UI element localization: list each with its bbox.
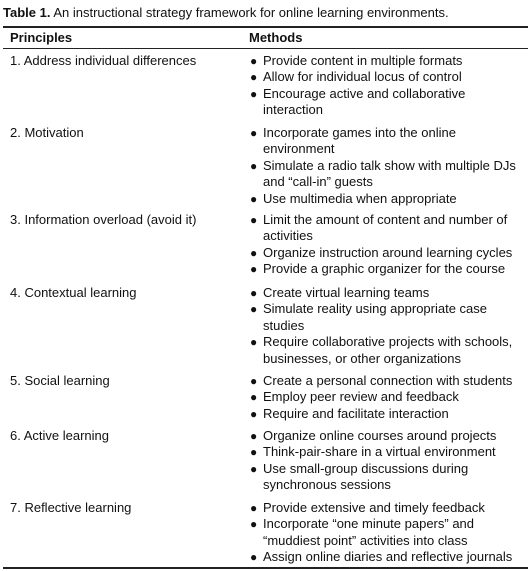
method-text: Use multimedia when appropriate — [263, 190, 457, 206]
method-item — [248, 245, 526, 261]
method-text: Encourage active and collaborative interaction — [263, 85, 466, 118]
methods-list — [248, 212, 526, 278]
method-text: Assign online diaries and reflective journals — [263, 549, 513, 565]
bullet-icon: ● — [250, 335, 258, 350]
methods-list — [248, 428, 526, 494]
method-text: Limit the amount of content and number of activities — [263, 212, 508, 244]
bullet-icon: ● — [250, 517, 258, 532]
principle-cell: 2. Motivation — [10, 125, 84, 140]
methods-list — [248, 500, 526, 566]
bullet-icon: ● — [250, 390, 258, 405]
bullet-icon: ● — [250, 550, 258, 565]
bullet-icon: ● — [250, 262, 258, 277]
method-item — [248, 285, 526, 301]
table-bottom-rule — [3, 567, 528, 569]
methods-list — [248, 53, 526, 119]
method-item — [248, 500, 526, 516]
principle-cell: 7. Reflective learning — [10, 500, 132, 515]
method-text: Provide extensive and timely feedback — [263, 500, 485, 515]
method-item — [248, 373, 526, 389]
method-text: Employ peer review and feedback — [263, 389, 459, 405]
method-item — [248, 549, 526, 565]
method-item — [248, 69, 526, 85]
method-text: Organize online courses around projects — [263, 428, 497, 443]
methods-list — [248, 373, 526, 422]
bullet-icon: ● — [250, 461, 258, 476]
methods-list — [248, 285, 526, 367]
bullet-icon: ● — [250, 213, 258, 227]
methods-list — [248, 125, 526, 207]
table-header-rule — [3, 48, 528, 49]
method-item — [248, 261, 526, 277]
method-item — [248, 406, 526, 422]
method-item — [248, 212, 526, 245]
principle-cell: 5. Social learning — [10, 373, 110, 388]
bullet-icon: ● — [250, 158, 258, 173]
bullet-icon: ● — [250, 374, 258, 388]
method-item — [248, 125, 526, 158]
table-caption — [3, 5, 449, 20]
method-text: Simulate reality using appropriate case studies — [263, 301, 488, 333]
bullet-icon: ● — [250, 406, 258, 421]
method-text: Organize instruction around learning cycles — [263, 244, 513, 260]
bullet-icon: ● — [250, 126, 258, 140]
method-text: Provide content in multiple formats — [263, 53, 463, 68]
method-text: Use small-group discussions during synchronous sessions — [263, 460, 469, 493]
table-top-rule — [3, 26, 528, 28]
bullet-icon: ● — [250, 501, 258, 515]
bullet-icon: ● — [250, 86, 258, 101]
principle-cell: 6. Active learning — [10, 428, 110, 443]
method-text: Require collaborative projects with schools, businesses, or other organizations — [263, 334, 513, 366]
method-item — [248, 444, 526, 460]
method-text: Require and facilitate interaction — [263, 405, 449, 421]
table-caption-label: Table 1. — [3, 5, 51, 20]
method-text: Simulate a radio talk show with multiple DJs and “call-in” guests — [263, 157, 516, 190]
principle-cell: 1. Address individual differences — [10, 53, 197, 68]
principle-cell: 4. Contextual learning — [10, 285, 137, 300]
method-item — [248, 516, 526, 549]
method-item — [248, 301, 526, 334]
method-item — [248, 461, 526, 494]
table-caption-text: An instructional strategy framework for online learning environments. — [53, 5, 449, 20]
method-item — [248, 191, 526, 207]
methods-column-header: Methods — [249, 30, 303, 45]
bullet-icon: ● — [250, 70, 258, 85]
method-item — [248, 428, 526, 444]
method-item — [248, 334, 526, 367]
bullet-icon: ● — [250, 54, 258, 68]
method-text: Incorporate games into the online environment — [263, 125, 456, 157]
bullet-icon: ● — [250, 445, 258, 460]
method-text: Create a personal connection with students — [263, 373, 513, 388]
method-item — [248, 158, 526, 191]
bullet-icon: ● — [250, 429, 258, 443]
method-text: Create virtual learning teams — [263, 285, 430, 300]
bullet-icon: ● — [250, 191, 258, 206]
principles-column-header: Principles — [10, 30, 73, 45]
method-item — [248, 389, 526, 405]
method-item — [248, 86, 526, 119]
bullet-icon: ● — [250, 245, 258, 260]
method-text: Allow for individual locus of control — [263, 69, 462, 85]
bullet-icon: ● — [250, 286, 258, 300]
principle-cell: 3. Information overload (avoid it) — [10, 212, 197, 227]
bullet-icon: ● — [250, 302, 258, 317]
method-item — [248, 53, 526, 69]
method-text: Incorporate “one minute papers” and “muddiest point” activities into class — [263, 516, 475, 548]
method-text: Think-pair-share in a virtual environment — [263, 444, 496, 460]
method-text: Provide a graphic organizer for the course — [263, 261, 506, 277]
